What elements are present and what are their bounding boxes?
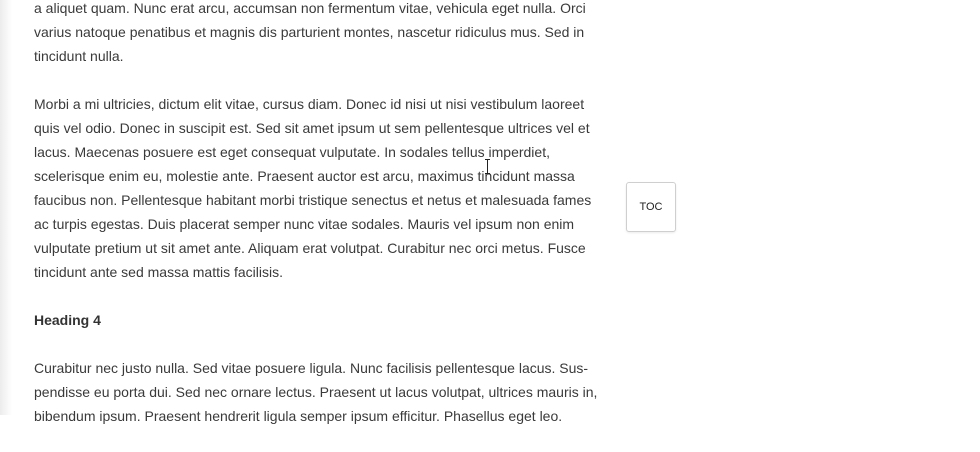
toc-button-label: TOC xyxy=(639,201,663,213)
text-line: lacus. Maecenas posuere est eget consequat vulputate. In sodales tellus imperdiet, xyxy=(34,144,550,160)
paragraph-1 xyxy=(34,0,634,68)
text-line: ac turpis egestas. Duis placerat semper nunc vitae sodales. Mauris vel ipsum non enim xyxy=(34,216,575,232)
text-line: bibendum ipsum. Praesent hendrerit ligula semper ipsum efficitur. Phasellus eget leo. xyxy=(34,408,563,424)
text-line: vulputate pretium ut sit amet ante. Aliquam erat volutpat. Curabitur nec orci metus. Fusce xyxy=(34,240,586,256)
article-content xyxy=(34,0,634,452)
text-line: a aliquet quam. Nunc erat arcu, accumsan non fermentum vitae, vehicula eget nulla. Orci xyxy=(34,0,586,16)
text-line: varius natoque penatibus et magnis dis parturient montes, nascetur ridiculus mus. Sed in xyxy=(34,24,585,40)
paragraph-3 xyxy=(34,356,634,428)
text-line: tincidunt nulla. xyxy=(34,48,124,64)
paragraph-2 xyxy=(34,92,634,284)
text-line: scelerisque enim eu, molestie ante. Praesent auctor est arcu, maximus tincidunt massa xyxy=(34,168,575,184)
heading-4: Heading 4 xyxy=(34,312,101,328)
text-line: Curabitur nec justo nulla. Sed vitae posuere ligula. Nunc facilisis pellentesque lacus. Sus- xyxy=(34,360,589,376)
text-cursor-icon xyxy=(484,159,491,174)
text-line: Morbi a mi ultricies, dictum elit vitae, cursus diam. Donec id nisi ut nisi vestibulum laoreet xyxy=(34,96,585,112)
left-edge-shadow xyxy=(0,0,12,415)
text-line: quis vel odio. Donec in suscipit est. Sed sit amet ipsum ut sem pellentesque ultrices vel et xyxy=(34,120,590,136)
text-line: tincidunt ante sed massa mattis facilisis. xyxy=(34,264,283,280)
text-line: faucibus non. Pellentesque habitant morbi tristique senectus et netus et malesuada fames xyxy=(34,192,592,208)
text-line: pendisse eu porta dui. Sed nec ornare lectus. Praesent ut lacus volutpat, ultrices mauris in, xyxy=(34,384,598,400)
toc-button[interactable] xyxy=(626,182,676,232)
